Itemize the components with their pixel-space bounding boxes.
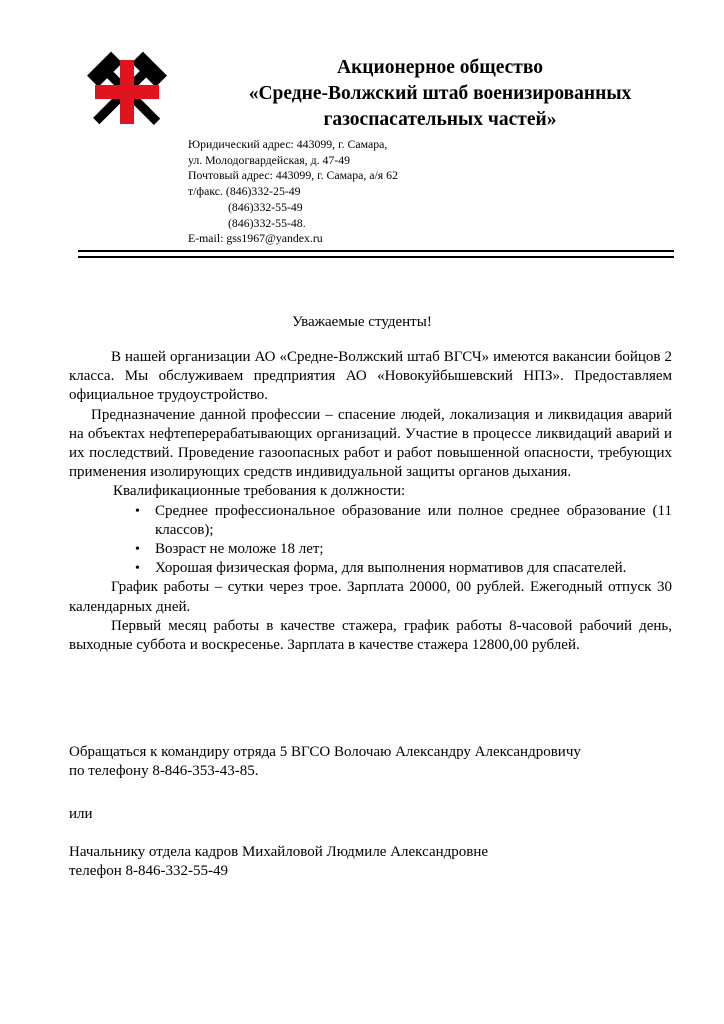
header-divider-bottom [78,256,674,258]
organization-logo [84,48,170,134]
letter-greeting: Уважаемые студенты! [292,314,432,330]
requirement-text: Возраст не моложе 18 лет; [155,541,324,558]
paragraph-trainee: Первый месяц работы в качестве стажера, график работы 8-часовой рабочий день, выходные суббота и воскресенье. Зарплата в качестве стажера 12800,00 рублей. [69,617,672,654]
contact-commander [69,743,581,781]
phone-line: т/факс. (846)332-25-49 [188,184,301,199]
list-item [69,502,672,540]
list-item [69,540,672,559]
phone-line: (846)332-55-48. [228,215,306,230]
address-block [188,137,398,247]
letter-body [69,348,672,655]
requirement-text: Среднее профессиональное образование или полное среднее образование (11 классов); [155,502,672,538]
address-line: Почтовый адрес: 443099, г. Самара, а/я 62 [188,168,398,183]
bullet-icon: • [135,561,140,577]
address-line: Юридический адрес: 443099, г. Самара, [188,137,388,151]
paragraph-schedule: График работы – сутки через трое. Зарплата 20000, 00 рублей. Ежегодный отпуск 30 календарных дней. [69,579,672,615]
header-divider-top [78,250,674,252]
contact-line: Начальнику отдела кадров Михайловой Людмиле Александровне [69,844,489,860]
title-line: газоспасательных частей» [323,109,557,130]
email-line: E-mail: gss1967@yandex.ru [188,231,323,246]
contact-phone: по телефону 8-846-353-43-85. [69,763,259,780]
title-line: «Средне-Волжский штаб военизированных [248,83,632,104]
title-line: Акционерное общество [336,57,544,78]
contact-hr [69,843,488,881]
paragraph-vacancy: В нашей организации АО «Средне-Волжский штаб ВГСЧ» имеются вакансии бойцов 2 класса. Мы обслуживаем предприятия АО «Новокуйбышевский НПЗ». Предоставляем официальное трудоустройство. [69,349,672,404]
bullet-icon: • [135,542,140,558]
list-item [69,559,672,578]
contact-line: Обращаться к командиру отряда 5 ВГСО Волочаю Александру Александровичу [69,744,581,760]
requirement-text: Хорошая физическая форма, для выполнения нормативов для спасателей. [155,560,627,577]
paragraph-purpose: Предназначение данной профессии – спасение людей, локализация и ликвидация аварий на объектах нефтеперерабатывающих организаций. Участие в процессе ликвидаций аварий и их последствий. Проведение газоопасных работ и работ повышенной опасности, требующих применения изолирующих средств индивидуальной защиты органов дыхания. [69,406,672,481]
bullet-icon: • [135,503,140,519]
requirements-list [69,502,672,579]
contact-phone: телефон 8-846-332-55-49 [69,863,229,880]
contact-or: или [69,806,93,822]
organization-title [190,55,690,133]
requirements-heading: Квалификационные требования к должности: [113,483,406,500]
address-line: ул. Молодогвардейская, д. 47-49 [188,152,351,167]
phone-line: (846)332-55-49 [228,199,303,214]
